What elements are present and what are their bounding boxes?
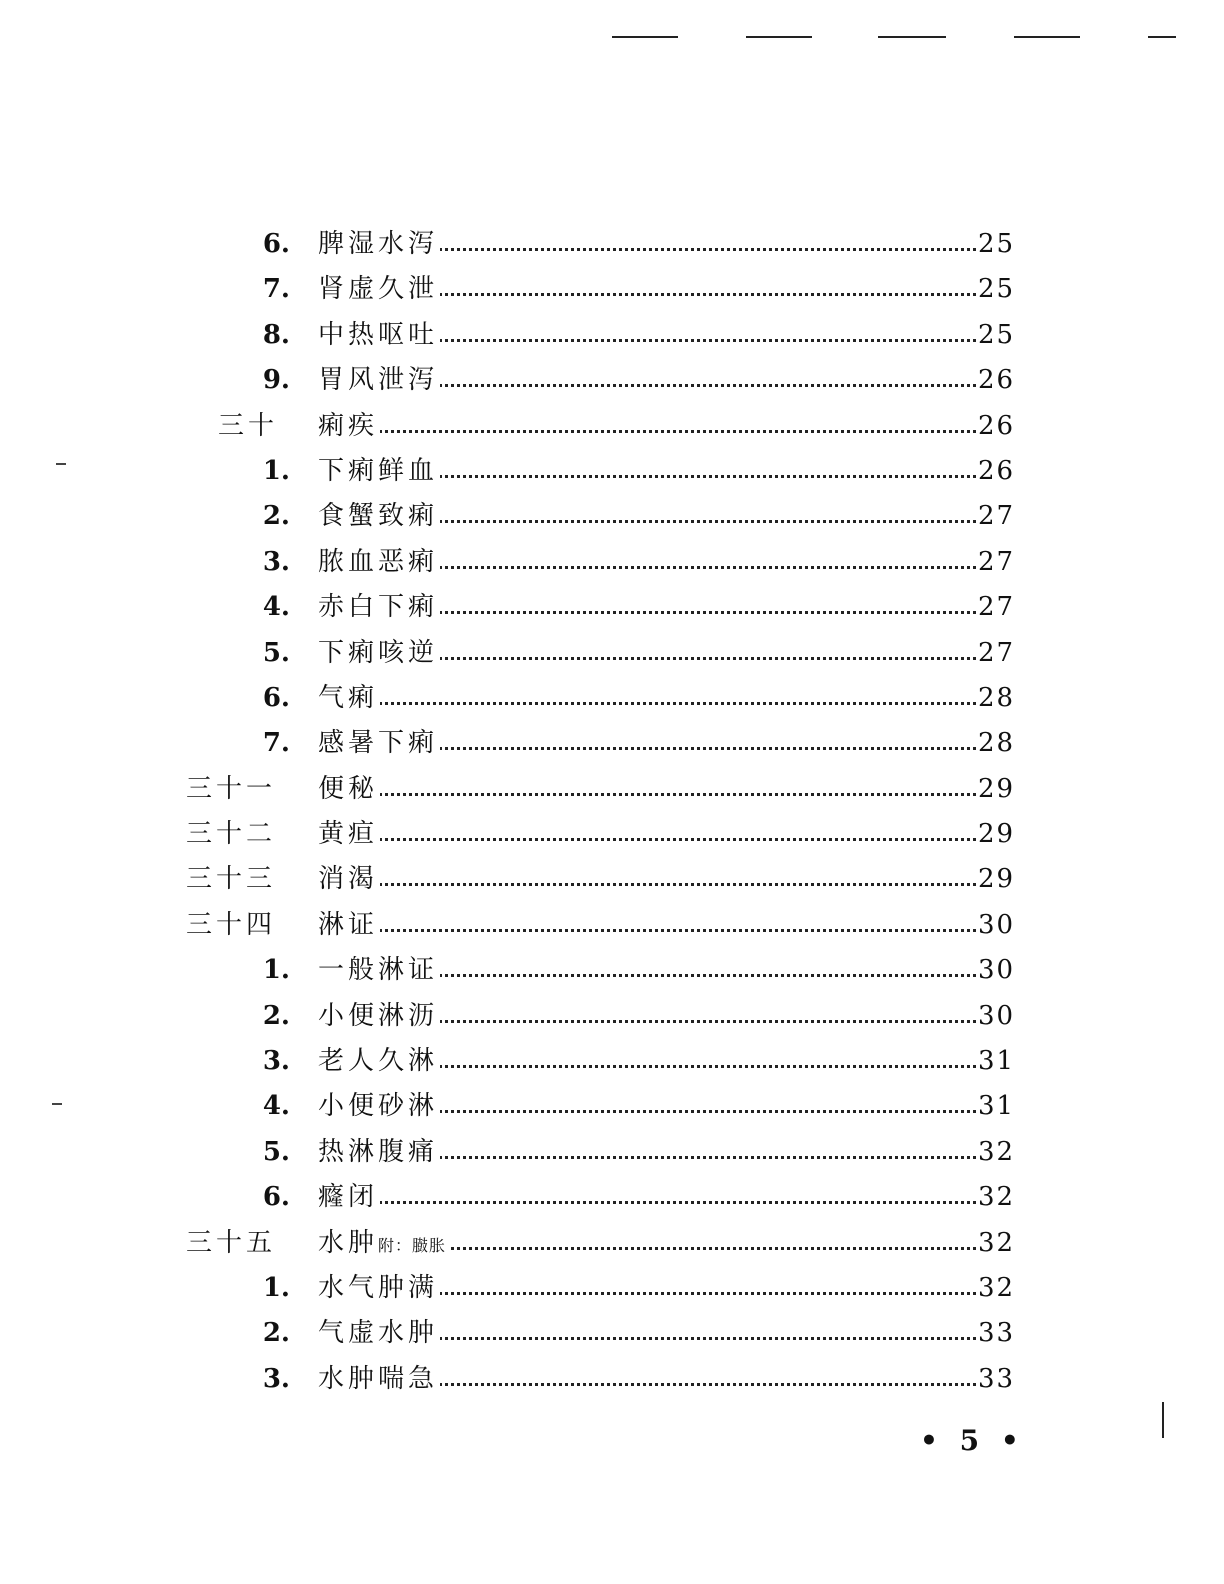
dot-leader — [318, 929, 1012, 932]
toc-entry-number: 三十一 — [186, 773, 277, 804]
toc-entry-page: 27 — [976, 587, 1015, 627]
toc-entry-title — [318, 1359, 440, 1399]
toc-entry — [0, 1177, 1224, 1222]
toc-entry — [0, 633, 1224, 678]
toc-entry-page: 25 — [976, 315, 1015, 355]
toc-entry — [0, 315, 1224, 360]
toc-entry-title-text: 肾虚久泄 — [318, 274, 439, 305]
toc-entry — [0, 950, 1224, 995]
toc-entry-title — [318, 496, 440, 536]
toc-entry-number: 6. — [262, 1182, 290, 1213]
toc-entry-title-text: 小便砂淋 — [318, 1091, 439, 1122]
dot-leader — [318, 883, 1012, 886]
toc-entry — [0, 1359, 1224, 1404]
toc-entry — [0, 814, 1224, 859]
toc-entry-page: 28 — [976, 678, 1015, 718]
toc-entry-title-text: 食蟹致痢 — [318, 501, 439, 532]
toc-entry-title-text: 水肿喘急 — [318, 1363, 439, 1394]
toc-entry-page: 32 — [976, 1268, 1015, 1308]
toc-entry-title-text: 水肿 — [318, 1227, 379, 1258]
toc-entry-title — [318, 996, 440, 1036]
toc-entry-number: 4. — [262, 1091, 290, 1122]
toc-entry — [0, 723, 1224, 768]
toc-entry-title — [318, 587, 440, 627]
page-number: • 5 • — [920, 1424, 1025, 1457]
toc-entry-number: 5. — [262, 1136, 290, 1167]
toc-entry-page: 33 — [976, 1313, 1015, 1353]
toc-entry-title-text: 热淋腹痛 — [318, 1136, 439, 1167]
toc-entry — [0, 1041, 1224, 1086]
toc-entry — [0, 905, 1224, 950]
toc-entry-page: 27 — [976, 542, 1015, 582]
dot-leader — [318, 838, 1012, 841]
toc-entry-title-text: 黄疸 — [318, 819, 379, 850]
toc-entry-title-text: 便秘 — [318, 773, 379, 804]
toc-entry — [0, 451, 1224, 496]
toc-entry — [0, 859, 1224, 904]
toc-entry — [0, 996, 1224, 1041]
toc-entry-number: 3. — [262, 1363, 290, 1394]
toc-entry-title-text: 气虚水肿 — [318, 1318, 439, 1349]
toc-entry-title-text: 淋证 — [318, 909, 379, 940]
toc-entry-page: 29 — [976, 769, 1015, 809]
toc-entry — [0, 224, 1224, 269]
toc-entry-number: 1. — [262, 455, 290, 486]
toc-entry-note: 附：臌胀 — [378, 1235, 447, 1255]
toc-entry-page: 30 — [976, 950, 1015, 990]
toc-entry-title — [318, 1313, 440, 1353]
toc-entry-number: 三十五 — [186, 1227, 277, 1258]
toc-entry-title-text: 中热呕吐 — [318, 319, 439, 350]
toc-entry — [0, 1086, 1224, 1131]
toc-entry-page: 25 — [976, 224, 1015, 264]
toc-entry-page: 25 — [976, 269, 1015, 309]
toc-entry-page: 32 — [976, 1132, 1015, 1172]
toc-entry-title-text: 胃风泄泻 — [318, 365, 439, 396]
toc-entry-title-text: 癃闭 — [318, 1182, 379, 1213]
top-rule-5 — [1148, 36, 1176, 38]
toc-entry — [0, 406, 1224, 451]
toc-entry-title — [318, 1132, 440, 1172]
toc-entry-number: 三十三 — [186, 864, 277, 895]
toc-entry — [0, 496, 1224, 541]
toc-entry-page: 30 — [976, 996, 1015, 1036]
toc-entry-title-text: 气痢 — [318, 682, 379, 713]
toc-entry-number: 6. — [262, 229, 290, 259]
toc-entry-number: 2. — [262, 1000, 290, 1031]
toc-entry-title — [318, 406, 380, 446]
toc-entry — [0, 360, 1224, 405]
toc-entry-number: 4. — [262, 592, 290, 623]
toc-entry-page: 26 — [976, 406, 1015, 446]
toc-entry-title-text: 一般淋证 — [318, 955, 439, 986]
toc-entry-title — [318, 814, 380, 854]
toc-entry-number: 3. — [262, 546, 290, 577]
toc-entry-page: 33 — [976, 1359, 1015, 1399]
toc-entry — [0, 1132, 1224, 1177]
toc-entry-page: 26 — [976, 360, 1015, 400]
toc-entry-title — [318, 1268, 440, 1308]
toc-entry — [0, 769, 1224, 814]
toc-entry-title-text: 感暑下痢 — [318, 728, 439, 759]
toc-entry-page: 30 — [976, 905, 1015, 945]
toc-entry-number: 3. — [262, 1046, 290, 1077]
toc-entry-title — [318, 905, 380, 945]
toc-entry-title — [318, 859, 380, 899]
top-rule-2 — [746, 36, 812, 38]
toc-entry-number: 1. — [262, 955, 290, 986]
toc-entry-page: 32 — [976, 1177, 1015, 1217]
toc-entry-title-text: 小便淋沥 — [318, 1000, 439, 1031]
toc-entry-title — [318, 1041, 440, 1081]
toc-entry-title — [318, 1223, 448, 1266]
toc-entry-page: 29 — [976, 814, 1015, 854]
toc-entry-page: 26 — [976, 451, 1015, 491]
toc-entry-page: 32 — [976, 1223, 1015, 1263]
dot-leader — [318, 1201, 1012, 1204]
toc-entry-title-text: 脓血恶痢 — [318, 546, 439, 577]
toc-entry-page: 27 — [976, 633, 1015, 673]
toc-entry-title-text: 消渴 — [318, 864, 379, 895]
toc-entry-title — [318, 360, 440, 400]
toc-entry-page: 31 — [976, 1041, 1015, 1081]
toc-entry-number: 三十四 — [186, 909, 277, 940]
toc-entry-title — [318, 224, 440, 264]
toc-entry-title — [318, 769, 380, 809]
toc-entry-page: 27 — [976, 496, 1015, 536]
toc-entry-title-text: 下痢咳逆 — [318, 637, 439, 668]
toc-entry-title-text: 赤白下痢 — [318, 592, 439, 623]
toc-entry-number: 2. — [262, 1318, 290, 1349]
toc-entry — [0, 1223, 1224, 1268]
toc-entry-title — [318, 451, 440, 491]
toc-entry-page: 31 — [976, 1086, 1015, 1126]
toc-entry — [0, 1313, 1224, 1358]
toc-entry-title — [318, 950, 440, 990]
toc-entry-number: 6. — [262, 682, 290, 713]
toc-entry — [0, 542, 1224, 587]
toc-entry — [0, 1268, 1224, 1313]
toc-entry-page: 29 — [976, 859, 1015, 899]
table-of-contents — [0, 224, 1224, 1404]
toc-entry-title — [318, 723, 440, 763]
toc-entry-number: 三十二 — [186, 819, 277, 850]
dot-leader — [318, 702, 1012, 705]
toc-entry-number: 1. — [262, 1272, 290, 1303]
toc-entry-title — [318, 1086, 440, 1126]
toc-entry-page: 28 — [976, 723, 1015, 763]
top-rule-4 — [1014, 36, 1080, 38]
toc-entry — [0, 678, 1224, 723]
toc-entry-number: 9. — [262, 365, 290, 396]
toc-entry-title-text: 脾湿水泻 — [318, 229, 439, 259]
dot-leader — [318, 430, 1012, 433]
top-rule-1 — [612, 36, 678, 38]
toc-entry-number: 7. — [262, 274, 290, 305]
dot-leader — [318, 793, 1012, 796]
top-rule-3 — [878, 36, 946, 38]
toc-entry-title — [318, 633, 440, 673]
toc-entry-title — [318, 678, 380, 718]
toc-entry-number: 三十 — [218, 410, 279, 441]
toc-entry-title — [318, 269, 440, 309]
toc-entry-title — [318, 542, 440, 582]
toc-entry-title-text: 老人久淋 — [318, 1046, 439, 1077]
toc-entry-number: 2. — [262, 501, 290, 532]
toc-entry — [0, 587, 1224, 632]
toc-entry-number: 8. — [262, 319, 290, 350]
toc-entry-number: 7. — [262, 728, 290, 759]
toc-entry-number: 5. — [262, 637, 290, 668]
toc-entry-title — [318, 1177, 380, 1217]
toc-entry-title-text: 痢疾 — [318, 410, 379, 441]
toc-entry — [0, 269, 1224, 314]
toc-entry-title-text: 下痢鲜血 — [318, 455, 439, 486]
margin-line — [1162, 1402, 1164, 1438]
toc-entry-title — [318, 315, 440, 355]
toc-entry-title-text: 水气肿满 — [318, 1272, 439, 1303]
